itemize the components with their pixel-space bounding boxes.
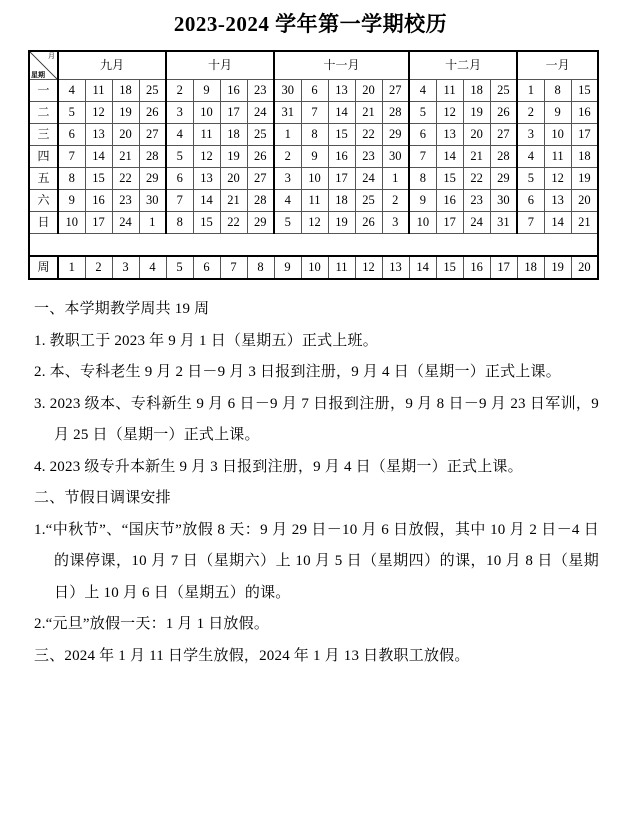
calendar-day-cell: 15 [571,80,598,102]
calendar-week-number-cell: 6 [193,256,220,279]
calendar-day-cell: 6 [409,124,436,146]
calendar-day-cell: 13 [436,124,463,146]
calendar-day-cell: 27 [382,80,409,102]
calendar-day-cell: 24 [112,212,139,234]
calendar-day-cell: 31 [490,212,517,234]
calendar-day-cell: 14 [436,146,463,168]
calendar-day-cell: 18 [112,80,139,102]
calendar-week-number-cell: 11 [328,256,355,279]
calendar-month-header: 一月 [517,51,598,80]
note-item-3: 3. 2023 级本、专科新生 9 月 6 日－9 月 7 日报到注册，9 月 8 日－9 月 23 日军训，9 月 25 日（星期一）正式上课。 [34,395,599,443]
calendar-day-cell: 30 [274,80,301,102]
calendar-day-cell: 13 [544,190,571,212]
calendar-weekday-label: 日 [29,212,58,234]
calendar-day-cell: 5 [58,102,85,124]
calendar-weekday-label: 三 [29,124,58,146]
calendar-day-cell: 20 [355,80,382,102]
calendar-day-cell: 21 [220,190,247,212]
calendar-day-cell: 10 [544,124,571,146]
calendar-day-cell: 10 [58,212,85,234]
calendar-day-cell: 9 [409,190,436,212]
calendar-week-number-cell: 1 [58,256,85,279]
calendar-day-cell: 1 [382,168,409,190]
note-item-2: 2. 本、专科老生 9 月 2 日－9 月 3 日报到注册，9 月 4 日（星期一）正式上课。 [34,364,561,380]
calendar-day-cell: 27 [139,124,166,146]
calendar-day-cell: 17 [85,212,112,234]
calendar-week-number-cell: 13 [382,256,409,279]
calendar-day-cell: 4 [166,124,193,146]
calendar-day-cell: 1 [139,212,166,234]
calendar-day-cell: 13 [85,124,112,146]
calendar-day-cell: 22 [112,168,139,190]
calendar-day-cell: 29 [490,168,517,190]
calendar-day-cell: 29 [247,212,274,234]
calendar-day-cell: 23 [247,80,274,102]
calendar-day-cell: 17 [328,168,355,190]
calendar-day-cell: 15 [328,124,355,146]
calendar-week-number-cell: 12 [355,256,382,279]
calendar-day-cell: 5 [517,168,544,190]
calendar-day-cell: 22 [220,212,247,234]
calendar-month-header: 九月 [58,51,166,80]
calendar-day-cell: 29 [382,124,409,146]
calendar-week-number-cell: 14 [409,256,436,279]
calendar-day-cell: 26 [490,102,517,124]
calendar-day-cell: 20 [112,124,139,146]
calendar-day-cell: 27 [247,168,274,190]
calendar-day-cell: 27 [490,124,517,146]
calendar-day-cell: 19 [463,102,490,124]
calendar-weekday-label: 五 [29,168,58,190]
calendar-week-number-cell: 10 [301,256,328,279]
calendar-day-cell: 14 [328,102,355,124]
calendar-week-number-row [29,256,598,279]
calendar-day-cell: 5 [409,102,436,124]
calendar-week-number-cell: 3 [112,256,139,279]
calendar-day-cell: 9 [301,146,328,168]
calendar-day-cell: 28 [247,190,274,212]
calendar-day-cell: 10 [301,168,328,190]
calendar-weekday-row [29,80,598,102]
calendar-day-cell: 10 [193,102,220,124]
calendar-day-cell: 21 [112,146,139,168]
calendar-day-cell: 12 [193,146,220,168]
calendar-day-cell: 7 [166,190,193,212]
calendar-day-cell: 12 [544,168,571,190]
calendar-day-cell: 1 [517,80,544,102]
calendar-week-number-cell: 4 [139,256,166,279]
note-item-1: 1. 教职工于 2023 年 9 月 1 日（星期五）正式上班。 [34,332,378,349]
calendar-day-cell: 26 [355,212,382,234]
calendar-day-cell: 2 [382,190,409,212]
calendar-week-number-cell: 8 [247,256,274,279]
calendar-day-cell: 6 [517,190,544,212]
calendar-day-cell: 15 [436,168,463,190]
calendar-day-cell: 23 [355,146,382,168]
calendar-weekday-row [29,146,598,168]
calendar-day-cell: 24 [355,168,382,190]
note-holiday-2: 2.“元旦”放假一天：1 月 1 日放假。 [34,616,270,632]
calendar-day-cell: 25 [490,80,517,102]
calendar-weekday-row [29,124,598,146]
note-section-three: 三、2024 年 1 月 11 日学生放假，2024 年 1 月 13 日教职工放假。 [34,647,470,664]
calendar-corner-cell [29,51,58,80]
note-section-two: 二、节假日调课安排 [34,490,171,506]
calendar-weekday-row [29,102,598,124]
calendar-header-row [29,51,598,80]
calendar-day-cell: 4 [274,190,301,212]
note-holiday-1: 1.“中秋节”、“国庆节”放假 8 天：9 月 29 日－10 月 6 日放假，其中 10 月 2 日－4 日的课停课，10 月 7 日（星期六）上 10 月 5 日（星期四）的课，10 月 8 日（星期日）上 10 月 6 日（星期五）的课。 [34,521,599,601]
calendar-day-cell: 8 [301,124,328,146]
calendar-day-cell: 4 [517,146,544,168]
calendar-day-cell: 14 [544,212,571,234]
calendar-day-cell: 21 [571,212,598,234]
calendar-day-cell: 10 [409,212,436,234]
calendar-day-cell: 9 [58,190,85,212]
calendar-day-cell: 18 [328,190,355,212]
calendar-day-cell: 2 [274,146,301,168]
calendar-day-cell: 16 [85,190,112,212]
calendar-weekday-row [29,190,598,212]
academic-calendar-table [28,50,599,280]
calendar-day-cell: 19 [112,102,139,124]
calendar-month-header: 十二月 [409,51,517,80]
calendar-day-cell: 1 [274,124,301,146]
calendar-week-number-cell: 17 [490,256,517,279]
calendar-day-cell: 8 [58,168,85,190]
calendar-day-cell: 6 [58,124,85,146]
calendar-day-cell: 30 [490,190,517,212]
calendar-day-cell: 20 [571,190,598,212]
calendar-day-cell: 23 [463,190,490,212]
calendar-month-header: 十一月 [274,51,409,80]
calendar-week-number-cell: 18 [517,256,544,279]
calendar-day-cell: 17 [220,102,247,124]
calendar-day-cell: 6 [301,80,328,102]
calendar-day-cell: 14 [85,146,112,168]
calendar-day-cell: 31 [274,102,301,124]
corner-month-label: 月 [48,52,55,60]
calendar-day-cell: 30 [382,146,409,168]
calendar-day-cell: 3 [166,102,193,124]
note-item-4: 4. 2023 级专升本新生 9 月 3 日报到注册，9 月 4 日（星期一）正式上课。 [34,458,523,475]
calendar-day-cell: 29 [139,168,166,190]
calendar-day-cell: 8 [544,80,571,102]
calendar-day-cell: 3 [274,168,301,190]
calendar-week-label: 周 [29,256,58,279]
calendar-day-cell: 26 [247,146,274,168]
calendar-day-cell: 7 [58,146,85,168]
calendar-day-cell: 3 [517,124,544,146]
calendar-day-cell: 19 [220,146,247,168]
calendar-day-cell: 12 [436,102,463,124]
calendar-day-cell: 12 [85,102,112,124]
calendar-day-cell: 8 [166,212,193,234]
calendar-day-cell: 9 [193,80,220,102]
calendar-day-cell: 7 [517,212,544,234]
calendar-blank-cell [29,234,598,257]
calendar-day-cell: 16 [220,80,247,102]
calendar-week-number-cell: 7 [220,256,247,279]
calendar-day-cell: 12 [301,212,328,234]
calendar-day-cell: 2 [166,80,193,102]
calendar-day-cell: 18 [463,80,490,102]
calendar-day-cell: 25 [355,190,382,212]
calendar-day-cell: 26 [139,102,166,124]
calendar-day-cell: 28 [382,102,409,124]
calendar-day-cell: 17 [571,124,598,146]
calendar-day-cell: 19 [328,212,355,234]
calendar-day-cell: 5 [274,212,301,234]
calendar-day-cell: 17 [436,212,463,234]
calendar-week-number-cell: 9 [274,256,301,279]
corner-weekday-label: 星期 [31,71,45,79]
calendar-day-cell: 24 [463,212,490,234]
calendar-day-cell: 23 [112,190,139,212]
calendar-week-number-cell: 19 [544,256,571,279]
calendar-day-cell: 19 [571,168,598,190]
notes-section [0,294,621,672]
calendar-day-cell: 28 [490,146,517,168]
calendar-blank-row [29,234,598,257]
calendar-day-cell: 11 [85,80,112,102]
calendar-day-cell: 21 [463,146,490,168]
page-title: 2023-2024 学年第一学期校历 [173,12,448,36]
calendar-day-cell: 13 [193,168,220,190]
calendar-day-cell: 4 [58,80,85,102]
calendar-week-number-cell: 15 [436,256,463,279]
calendar-day-cell: 24 [247,102,274,124]
calendar-weekday-label: 四 [29,146,58,168]
calendar-day-cell: 9 [544,102,571,124]
calendar-day-cell: 6 [166,168,193,190]
calendar-day-cell: 16 [571,102,598,124]
calendar-day-cell: 20 [220,168,247,190]
calendar-day-cell: 3 [382,212,409,234]
calendar-day-cell: 22 [463,168,490,190]
calendar-day-cell: 11 [193,124,220,146]
calendar-day-cell: 22 [355,124,382,146]
calendar-day-cell: 5 [166,146,193,168]
calendar-day-cell: 7 [409,146,436,168]
note-section-one: 一、本学期教学周共 19 周 [34,301,210,317]
calendar-day-cell: 25 [247,124,274,146]
calendar-day-cell: 20 [463,124,490,146]
calendar-day-cell: 18 [220,124,247,146]
calendar-weekday-label: 一 [29,80,58,102]
calendar-day-cell: 25 [139,80,166,102]
calendar-month-header: 十月 [166,51,274,80]
calendar-day-cell: 16 [328,146,355,168]
calendar-week-number-cell: 2 [85,256,112,279]
calendar-day-cell: 28 [139,146,166,168]
calendar-week-number-cell: 16 [463,256,490,279]
calendar-day-cell: 16 [436,190,463,212]
calendar-week-number-cell: 5 [166,256,193,279]
calendar-weekday-label: 二 [29,102,58,124]
academic-calendar-table-wrapper [28,50,597,280]
calendar-day-cell: 11 [301,190,328,212]
calendar-week-number-cell: 20 [571,256,598,279]
calendar-weekday-label: 六 [29,190,58,212]
calendar-day-cell: 21 [355,102,382,124]
calendar-day-cell: 18 [571,146,598,168]
calendar-day-cell: 15 [193,212,220,234]
calendar-weekday-row [29,212,598,234]
calendar-weekday-row [29,168,598,190]
calendar-day-cell: 11 [436,80,463,102]
calendar-day-cell: 30 [139,190,166,212]
calendar-day-cell: 2 [517,102,544,124]
calendar-day-cell: 14 [193,190,220,212]
calendar-day-cell: 13 [328,80,355,102]
calendar-day-cell: 7 [301,102,328,124]
calendar-day-cell: 8 [409,168,436,190]
calendar-day-cell: 4 [409,80,436,102]
calendar-day-cell: 11 [544,146,571,168]
calendar-day-cell: 15 [85,168,112,190]
